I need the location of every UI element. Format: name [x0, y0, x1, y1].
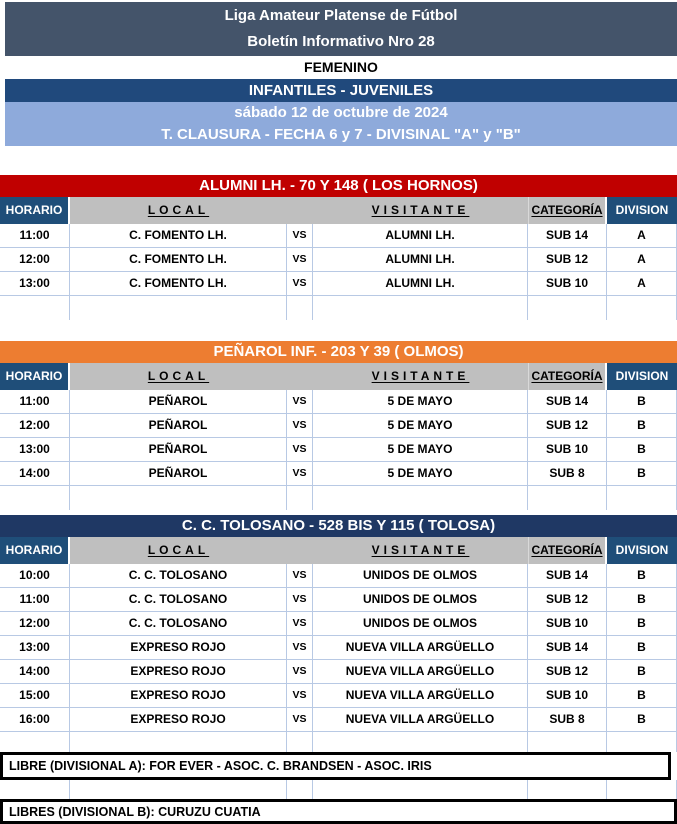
cell-horario: 13:00	[0, 636, 70, 659]
cell-division: B	[607, 636, 677, 659]
col-horario: HORARIO	[0, 197, 70, 224]
cell-division: A	[607, 248, 677, 271]
cell-horario: 12:00	[0, 414, 70, 437]
libre-divisional-a-note: LIBRE (DIVISIONAL A): FOR EVER - ASOC. C. BRANDSEN - ASOC. IRIS	[0, 752, 671, 780]
tournament-info: T. CLAUSURA - FECHA 6 y 7 - DIVISINAL "A" y "B"	[161, 126, 521, 143]
col-local: LOCAL	[70, 197, 287, 224]
cell-local: C. C. TOLOSANO	[70, 564, 287, 587]
cell-visitante: 5 DE MAYO	[313, 462, 528, 485]
table-row	[0, 660, 677, 684]
venue-table-tolosano	[0, 515, 677, 752]
bulletin-header-band	[5, 2, 677, 56]
cell-division: B	[607, 462, 677, 485]
cell-local: PEÑAROL	[70, 438, 287, 461]
table-row	[0, 708, 677, 732]
cell-vs: VS	[287, 684, 313, 707]
cell-local: PEÑAROL	[70, 462, 287, 485]
cell-categoria: SUB 10	[528, 612, 607, 635]
cell-division: B	[607, 708, 677, 731]
cell-local: PEÑAROL	[70, 414, 287, 437]
cell-division: B	[607, 438, 677, 461]
cell-division: A	[607, 272, 677, 295]
col-horario: HORARIO	[0, 363, 70, 390]
col-vs	[287, 197, 313, 224]
cell-categoria: SUB 14	[528, 390, 607, 413]
cell-local: C. FOMENTO LH.	[70, 224, 287, 247]
cell-categoria: SUB 12	[528, 660, 607, 683]
cell-visitante: 5 DE MAYO	[313, 438, 528, 461]
cell-visitante: ALUMNI LH.	[313, 248, 528, 271]
match-rows	[0, 224, 677, 296]
table-row	[0, 684, 677, 708]
cell-division: B	[607, 612, 677, 635]
col-division: DIVISION	[607, 537, 677, 564]
venue-table-penarol	[0, 341, 677, 510]
col-visitante: VISITANTE	[313, 537, 528, 564]
cell-vs: VS	[287, 636, 313, 659]
cell-local: C. FOMENTO LH.	[70, 248, 287, 271]
table-row	[0, 224, 677, 248]
cell-division: B	[607, 564, 677, 587]
col-vs	[287, 363, 313, 390]
cell-visitante: UNIDOS DE OLMOS	[313, 564, 528, 587]
cell-categoria: SUB 14	[528, 564, 607, 587]
cell-division: B	[607, 588, 677, 611]
cell-division: B	[607, 684, 677, 707]
cell-vs: VS	[287, 414, 313, 437]
col-visitante: VISITANTE	[313, 197, 528, 224]
cell-local: EXPRESO ROJO	[70, 684, 287, 707]
cell-visitante: 5 DE MAYO	[313, 390, 528, 413]
cell-categoria: SUB 10	[528, 684, 607, 707]
subcategory-band: INFANTILES - JUVENILES	[5, 79, 677, 102]
cell-visitante: NUEVA VILLA ARGÜELLO	[313, 660, 528, 683]
column-header-row	[0, 363, 677, 390]
cell-visitante: NUEVA VILLA ARGÜELLO	[313, 708, 528, 731]
table-row	[0, 462, 677, 486]
venue-title: ALUMNI LH. - 70 Y 148 ( LOS HORNOS)	[0, 175, 677, 197]
col-categoria: CATEGORÍA	[528, 363, 607, 390]
league-title: Liga Amateur Platense de Fútbol	[224, 7, 458, 24]
cell-horario: 12:00	[0, 612, 70, 635]
venue-title: PEÑAROL INF. - 203 Y 39 ( OLMOS)	[0, 341, 677, 363]
cell-vs: VS	[287, 564, 313, 587]
cell-horario: 13:00	[0, 438, 70, 461]
cell-local: C. C. TOLOSANO	[70, 612, 287, 635]
column-header-row	[0, 197, 677, 224]
cell-local: EXPRESO ROJO	[70, 708, 287, 731]
col-categoria: CATEGORÍA	[528, 197, 607, 224]
cell-visitante: 5 DE MAYO	[313, 414, 528, 437]
column-header-row	[0, 537, 677, 564]
col-visitante: VISITANTE	[313, 363, 528, 390]
empty-row	[0, 296, 677, 320]
date-tournament-band	[5, 102, 677, 146]
cell-horario: 15:00	[0, 684, 70, 707]
table-row	[0, 612, 677, 636]
cell-horario: 16:00	[0, 708, 70, 731]
cell-local: C. C. TOLOSANO	[70, 588, 287, 611]
col-categoria: CATEGORÍA	[528, 537, 607, 564]
cell-categoria: SUB 12	[528, 248, 607, 271]
empty-row	[0, 486, 677, 510]
col-division: DIVISION	[607, 197, 677, 224]
cell-vs: VS	[287, 248, 313, 271]
cell-horario: 12:00	[0, 248, 70, 271]
cell-division: B	[607, 390, 677, 413]
cell-vs: VS	[287, 272, 313, 295]
empty-row	[0, 732, 677, 752]
cell-horario: 14:00	[0, 462, 70, 485]
table-row	[0, 390, 677, 414]
col-local: LOCAL	[70, 363, 287, 390]
cell-visitante: ALUMNI LH.	[313, 224, 528, 247]
cell-local: C. FOMENTO LH.	[70, 272, 287, 295]
venue-table-alumni	[0, 175, 677, 320]
col-horario: HORARIO	[0, 537, 70, 564]
cell-vs: VS	[287, 462, 313, 485]
cell-division: A	[607, 224, 677, 247]
cell-horario: 11:00	[0, 588, 70, 611]
cell-visitante: ALUMNI LH.	[313, 272, 528, 295]
cell-categoria: SUB 14	[528, 224, 607, 247]
col-vs	[287, 537, 313, 564]
cell-horario: 11:00	[0, 390, 70, 413]
cell-categoria: SUB 14	[528, 636, 607, 659]
cell-categoria: SUB 12	[528, 588, 607, 611]
col-division: DIVISION	[607, 363, 677, 390]
cell-vs: VS	[287, 660, 313, 683]
cell-visitante: UNIDOS DE OLMOS	[313, 588, 528, 611]
cell-vs: VS	[287, 588, 313, 611]
table-row	[0, 564, 677, 588]
category-band: FEMENINO	[5, 56, 677, 79]
libres-divisional-b-note: LIBRES (DIVISIONAL B): CURUZU CUATIA	[0, 799, 677, 824]
cell-division: B	[607, 660, 677, 683]
table-row	[0, 636, 677, 660]
cell-horario: 10:00	[0, 564, 70, 587]
cell-horario: 14:00	[0, 660, 70, 683]
match-rows	[0, 564, 677, 732]
empty-row	[0, 780, 677, 799]
cell-horario: 13:00	[0, 272, 70, 295]
cell-categoria: SUB 8	[528, 708, 607, 731]
table-row	[0, 272, 677, 296]
cell-visitante: UNIDOS DE OLMOS	[313, 612, 528, 635]
cell-vs: VS	[287, 708, 313, 731]
match-date: sábado 12 de octubre de 2024	[234, 104, 448, 121]
table-row	[0, 248, 677, 272]
cell-visitante: NUEVA VILLA ARGÜELLO	[313, 684, 528, 707]
bulletin-number: Boletín Informativo Nro 28	[247, 33, 435, 50]
table-row	[0, 438, 677, 462]
cell-vs: VS	[287, 224, 313, 247]
cell-vs: VS	[287, 612, 313, 635]
cell-local: PEÑAROL	[70, 390, 287, 413]
cell-vs: VS	[287, 390, 313, 413]
cell-categoria: SUB 8	[528, 462, 607, 485]
cell-vs: VS	[287, 438, 313, 461]
cell-division: B	[607, 414, 677, 437]
cell-categoria: SUB 10	[528, 438, 607, 461]
col-local: LOCAL	[70, 537, 287, 564]
cell-local: EXPRESO ROJO	[70, 660, 287, 683]
venue-title: C. C. TOLOSANO - 528 BIS Y 115 ( TOLOSA)	[0, 515, 677, 537]
table-row	[0, 588, 677, 612]
cell-visitante: NUEVA VILLA ARGÜELLO	[313, 636, 528, 659]
cell-categoria: SUB 10	[528, 272, 607, 295]
cell-horario: 11:00	[0, 224, 70, 247]
cell-categoria: SUB 12	[528, 414, 607, 437]
spacer	[0, 146, 677, 175]
match-rows	[0, 390, 677, 486]
table-row	[0, 414, 677, 438]
spacer	[0, 320, 677, 341]
cell-local: EXPRESO ROJO	[70, 636, 287, 659]
